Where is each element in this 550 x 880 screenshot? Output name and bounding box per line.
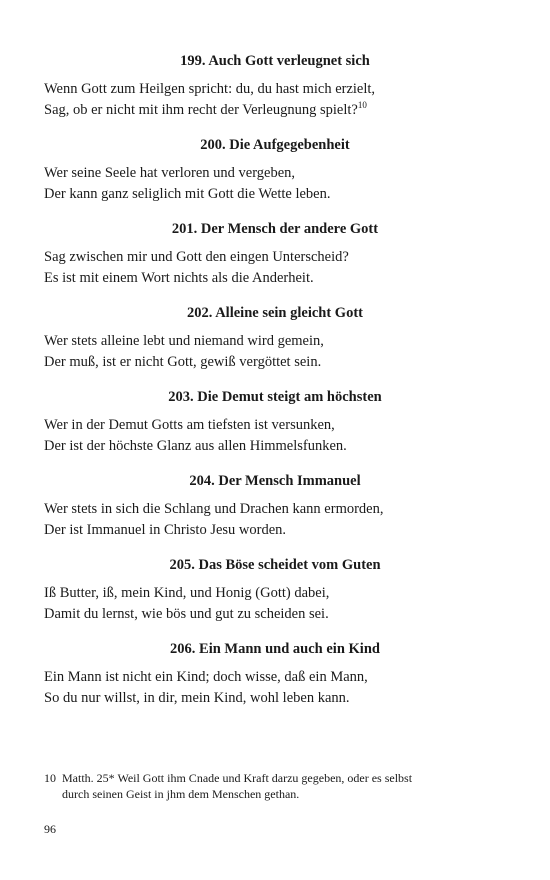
poem-204 (44, 472, 506, 541)
poem-lines (44, 415, 506, 457)
poem-title: 199. Auch Gott verleugnet sich (180, 53, 370, 69)
footnote-row (44, 770, 506, 802)
poem-title: 204. Der Mensch Immanuel (189, 473, 361, 489)
poem-line-1: Wer stets alleine lebt und niemand wird gemein, (44, 333, 324, 349)
poem-205 (44, 556, 506, 625)
poem-199 (44, 52, 506, 121)
poem-line-2: Der ist Immanuel in Christo Jesu worden. (44, 522, 287, 538)
poem-lines (44, 331, 506, 373)
poem-line-1: Iß Butter, iß, mein Kind, und Honig (Gott) dabei, (44, 585, 330, 601)
poem-line-2: Der kann ganz seliglich mit Gott die Wette leben. (44, 186, 331, 202)
poem-title: 201. Der Mensch der andere Gott (171, 221, 379, 237)
poem-206 (44, 640, 506, 709)
poem-201 (44, 220, 506, 289)
poem-title: 202. Alleine sein gleicht Gott (187, 305, 363, 321)
poem-title: 200. Die Aufgegebenheit (200, 137, 350, 153)
poem-lines (44, 499, 506, 541)
poem-lines (44, 247, 506, 289)
poem-line-2: Es ist mit einem Wort nichts als die Anderheit. (44, 270, 314, 286)
footnote (44, 770, 506, 802)
poem-lines (44, 583, 506, 625)
poem-line-1: Ein Mann ist nicht ein Kind; doch wisse, daß ein Mann, (44, 669, 368, 685)
poem-lines (44, 163, 506, 205)
poem-line-2: Damit du lernst, wie bös und gut zu scheiden sei. (44, 606, 329, 622)
poem-line-2: Der muß, ist er nicht Gott, gewiß vergöttet sein. (44, 354, 322, 370)
poem-title: 206. Ein Mann und auch ein Kind (170, 641, 380, 657)
footnote-line-2: durch seinen Geist in jhm dem Menschen gethan. (62, 787, 300, 801)
poem-line-1: Wer seine Seele hat verloren und vergeben, (44, 165, 296, 181)
page-number: 96 (44, 822, 56, 836)
poem-line-1: Wer stets in sich die Schlang und Drachen kann ermorden, (44, 501, 384, 517)
poem-line-1: Wer in der Demut Gotts am tiefsten ist versunken, (44, 417, 335, 433)
footnote-reference[interactable]: 10 (357, 100, 367, 110)
footnote-number: 10 (44, 771, 56, 785)
poem-lines (44, 79, 506, 121)
poem-line-2: Sag, ob er nicht mit ihm recht der Verleugnung spielt?$^{10}$ (44, 100, 367, 118)
poem-lines (44, 667, 506, 709)
footnote-line-1: Matth. 25* Weil Gott ihm Cnade und Kraft darzu gegeben, oder es selbst (62, 771, 413, 785)
poem-title: 205. Das Böse scheidet vom Guten (169, 557, 381, 573)
poem-line-2: Der ist der höchste Glanz aus allen Himmelsfunken. (44, 438, 347, 454)
poem-line-1: Sag zwischen mir und Gott den eingen Unterscheid? (44, 249, 349, 265)
poem-203 (44, 388, 506, 457)
poem-202 (44, 304, 506, 373)
poem-line-1: Wenn Gott zum Heilgen spricht: du, du hast mich erzielt, (44, 81, 376, 97)
book-page (44, 0, 506, 880)
poem-200 (44, 136, 506, 205)
poem-title: 203. Die Demut steigt am höchsten (168, 389, 382, 405)
poem-line-2: So du nur willst, in dir, mein Kind, wohl leben kann. (44, 690, 350, 706)
